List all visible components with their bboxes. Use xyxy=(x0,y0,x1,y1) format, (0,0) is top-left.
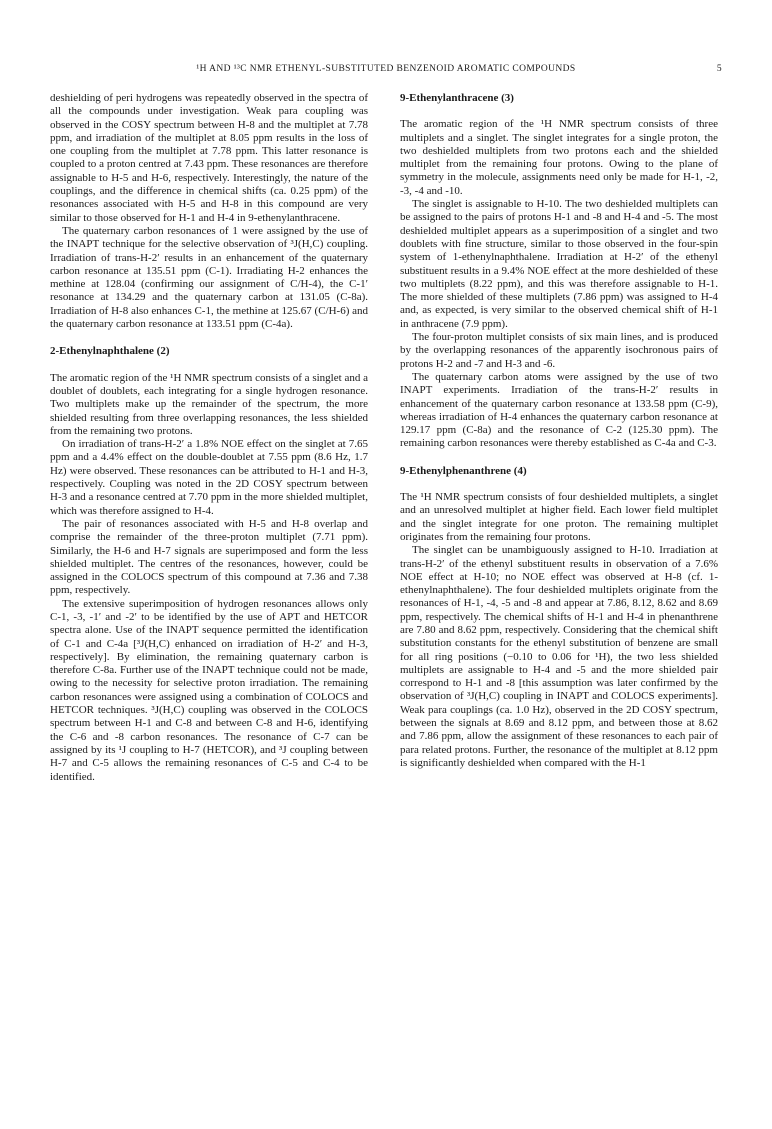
paragraph: The quaternary carbon resonances of 1 were assigned by the use of the INAPT technique for the selective observation of ³J(H,C) coupling. Irradiation of trans-H-2′ results in an enhancement of the quaternary carbon resonance at 135.51 ppm (C-1). Irradiating H-2 enhances the methine at 128.04 (confirming our assignment of C/H-4), the C-1′ resonance at 134.29 and the quaternary carbon at 131.05 (C-8a). Irradiation of H-8 also enhances C-1, the methine at 125.67 (C/H-6) and the quaternary carbon resonance at 133.51 ppm (C-4a). xyxy=(50,224,368,331)
paragraph: The aromatic region of the ¹H NMR spectrum consists of a singlet and a doublet of doublets, each integrating for a single hydrogen resonance. Two multiplets make up the remainder of the spectrum, the more shielded resulting from three overlapping resonances, the less shielded from the remaining two protons. xyxy=(50,371,368,437)
page-number: 5 xyxy=(716,64,722,74)
paragraph: The singlet can be unambiguously assigned to H-10. Irradiation at trans-H-2′ of the ethenyl substituent results in observation of a 7.6% NOE effect at H-10; no NOE effect was observed at H-8 (cf. 1-ethenylnaphthalene). The four deshielded multiplets originate from the resonances of H-1, -4, -5 and -8 and appear at 7.86, 8.12, 8.62 and 8.69 ppm, respectively. The chemical shifts of H-1 and H-4 in phenanthrene are 7.80 and 8.62 ppm, respectively. Considering that the chemical shift substitution constants for the ethenyl substitution of benzene are small for all ring positions (−0.10 to 0.06 for ¹H), the two less shielded multiplets are assignable to H-4 and -5 and the more shielded pair correspond to H-1 and -8 [this assumption was later confirmed by the observation of ³J(H,C) coupling in INAPT and COLOCS experiments]. Weak para couplings (ca. 1.0 Hz), observed in the 2D COSY spectrum, between the signals at 8.69 and 8.12 ppm, and between those at 8.62 and 7.86 ppm, allow the assignment of these resonances to each pair of para related protons. Further, the resonance of the multiplet at 8.12 ppm is significantly deshielded when compared with the H-1 xyxy=(400,544,718,769)
paragraph: On irradiation of trans-H-2′ a 1.8% NOE effect on the singlet at 7.65 ppm and a 4.4% effect on the double-doublet at 7.55 ppm (8.6 Hz, 1.7 Hz) were observed. These resonances can be attributed to H-1 and H-3, respectively. Coupling was noted in the 2D COSY spectrum between H-3 and a resonance centred at 7.70 ppm in the more shielded multiplet, which was therefore assigned to H-4. xyxy=(50,438,368,517)
paragraph: deshielding of peri hydrogens was repeatedly observed in the spectra of all the compounds under investigation. Weak para coupling was observed in the COSY spectrum between H-8 and the multiplet at 7.78 ppm, and irradiation of the multiplet at 8.05 ppm results in the loss of one coupling from the multiplet at 7.78 ppm. This latter resonance is coupled to a proton centred at 7.43 ppm. These resonances are therefore assignable to H-5 and H-6, respectively. Interestingly, the nature of the couplings, and the difference in chemical shifts (ca. 0.25 ppm) of the resonances associated with H-5 and H-8 in this compound are very similar to those observed for H-1 and H-4 in 9-ethenylanthracene. xyxy=(50,92,368,224)
section-heading: 9-Ethenylphenanthrene (4) xyxy=(400,464,527,477)
paragraph: The four-proton multiplet consists of six main lines, and is produced by the overlapping resonances of the apparently isochronous pairs of protons H-2 and -7 and H-3 and -6. xyxy=(400,331,718,370)
paragraph: The singlet is assignable to H-10. The two deshielded multiplets can be assigned to the pairs of protons H-1 and -8 and H-4 and -5. The most deshielded multiplet appears as a superimposition of a singlet and two doublets with fine structure, similar to those observed in the four-spin system of 1-ethenylnaphthalene. Irradiation at H-2′ of the ethenyl substituent results in a 9.4% NOE effect at the more deshielded of these two multiplets (8.22 ppm), and this was therefore assignable to H-1. The more shielded of these multiplets (7.86 ppm) was assigned to H-4 and, as expected, is very similar to the observed chemical shift of H-1 in anthracene (7.9 ppm). xyxy=(400,198,718,330)
section-heading: 2-Ethenylnaphthalene (2) xyxy=(50,345,170,358)
paragraph: The extensive superimposition of hydrogen resonances allows only C-1, -3, -1′ and -2′ to be identified by the use of APT and HETCOR spectra alone. Use of the INAPT sequence permitted the identification of C-1 and C-4a [³J(H,C) enhanced on irradiation of H-2′ and H-3, respectively]. By elimination, the remaining quaternary carbon is therefore C-8a. Further use of the INAPT technique could not be made, owing to the necessity for selective proton irradiation. The remaining carbon resonances were assigned using a combination of COLOCS and HETCOR techniques. ³J(H,C) coupling was observed in the COLOCS spectrum between H-1 and C-8 and between C-8 and H-6, identifying the C-6 and -8 carbon resonances. The resonance of C-7 can be assigned by its ¹J coupling to H-7 (HETCOR), and ³J coupling between H-7 and C-5 allows the remaining resonances of C-5 and C-4 to be identified. xyxy=(50,597,368,783)
paragraph: The ¹H NMR spectrum consists of four deshielded multiplets, a singlet and an unresolved multiplet at higher field. Each lower field multiplet and the singlet integrate for one proton. The remaining multiplet originates from the remaining four protons. xyxy=(400,491,718,543)
left-column xyxy=(50,92,368,784)
section-heading: 9-Ethenylanthracene (3) xyxy=(400,92,514,104)
running-header xyxy=(48,64,724,78)
paragraph: The aromatic region of the ¹H NMR spectrum consists of three multiplets and a singlet. The singlet integrates for a single proton, the two deshielded multiplets from two protons each and the shielded multiplet from the remaining four protons. Owing to the plane of symmetry in the molecule, assignments need only be made for H-1, -2, -3, -4 and -10. xyxy=(400,118,718,197)
paragraph: The quaternary carbon atoms were assigned by the use of two INAPT experiments. Irradiation of the trans-H-2′ results in enhancement of the quaternary carbon resonance at 133.58 ppm (C-9), whereas irradiation of H-4 enhances the quaternary carbon resonance at 129.17 ppm (C-8a) and the resonance of C-2 (125.30 ppm). The remaining carbon resonances were thereby established as C-4a and C-3. xyxy=(400,370,718,450)
paragraph: The pair of resonances associated with H-5 and H-8 overlap and comprise the remainder of the three-proton multiplet (7.71 ppm). Similarly, the H-6 and H-7 signals are superimposed and form the less shielded multiplet. The centres of the resonances, however, could be assigned in the COLOCS spectrum of this compound at 7.36 and 7.38 ppm, respectively. xyxy=(50,517,368,597)
right-column xyxy=(400,92,718,770)
running-title: ¹H AND ¹³C NMR ETHENYL-SUBSTITUTED BENZENOID AROMATIC COMPOUNDS xyxy=(196,64,576,74)
